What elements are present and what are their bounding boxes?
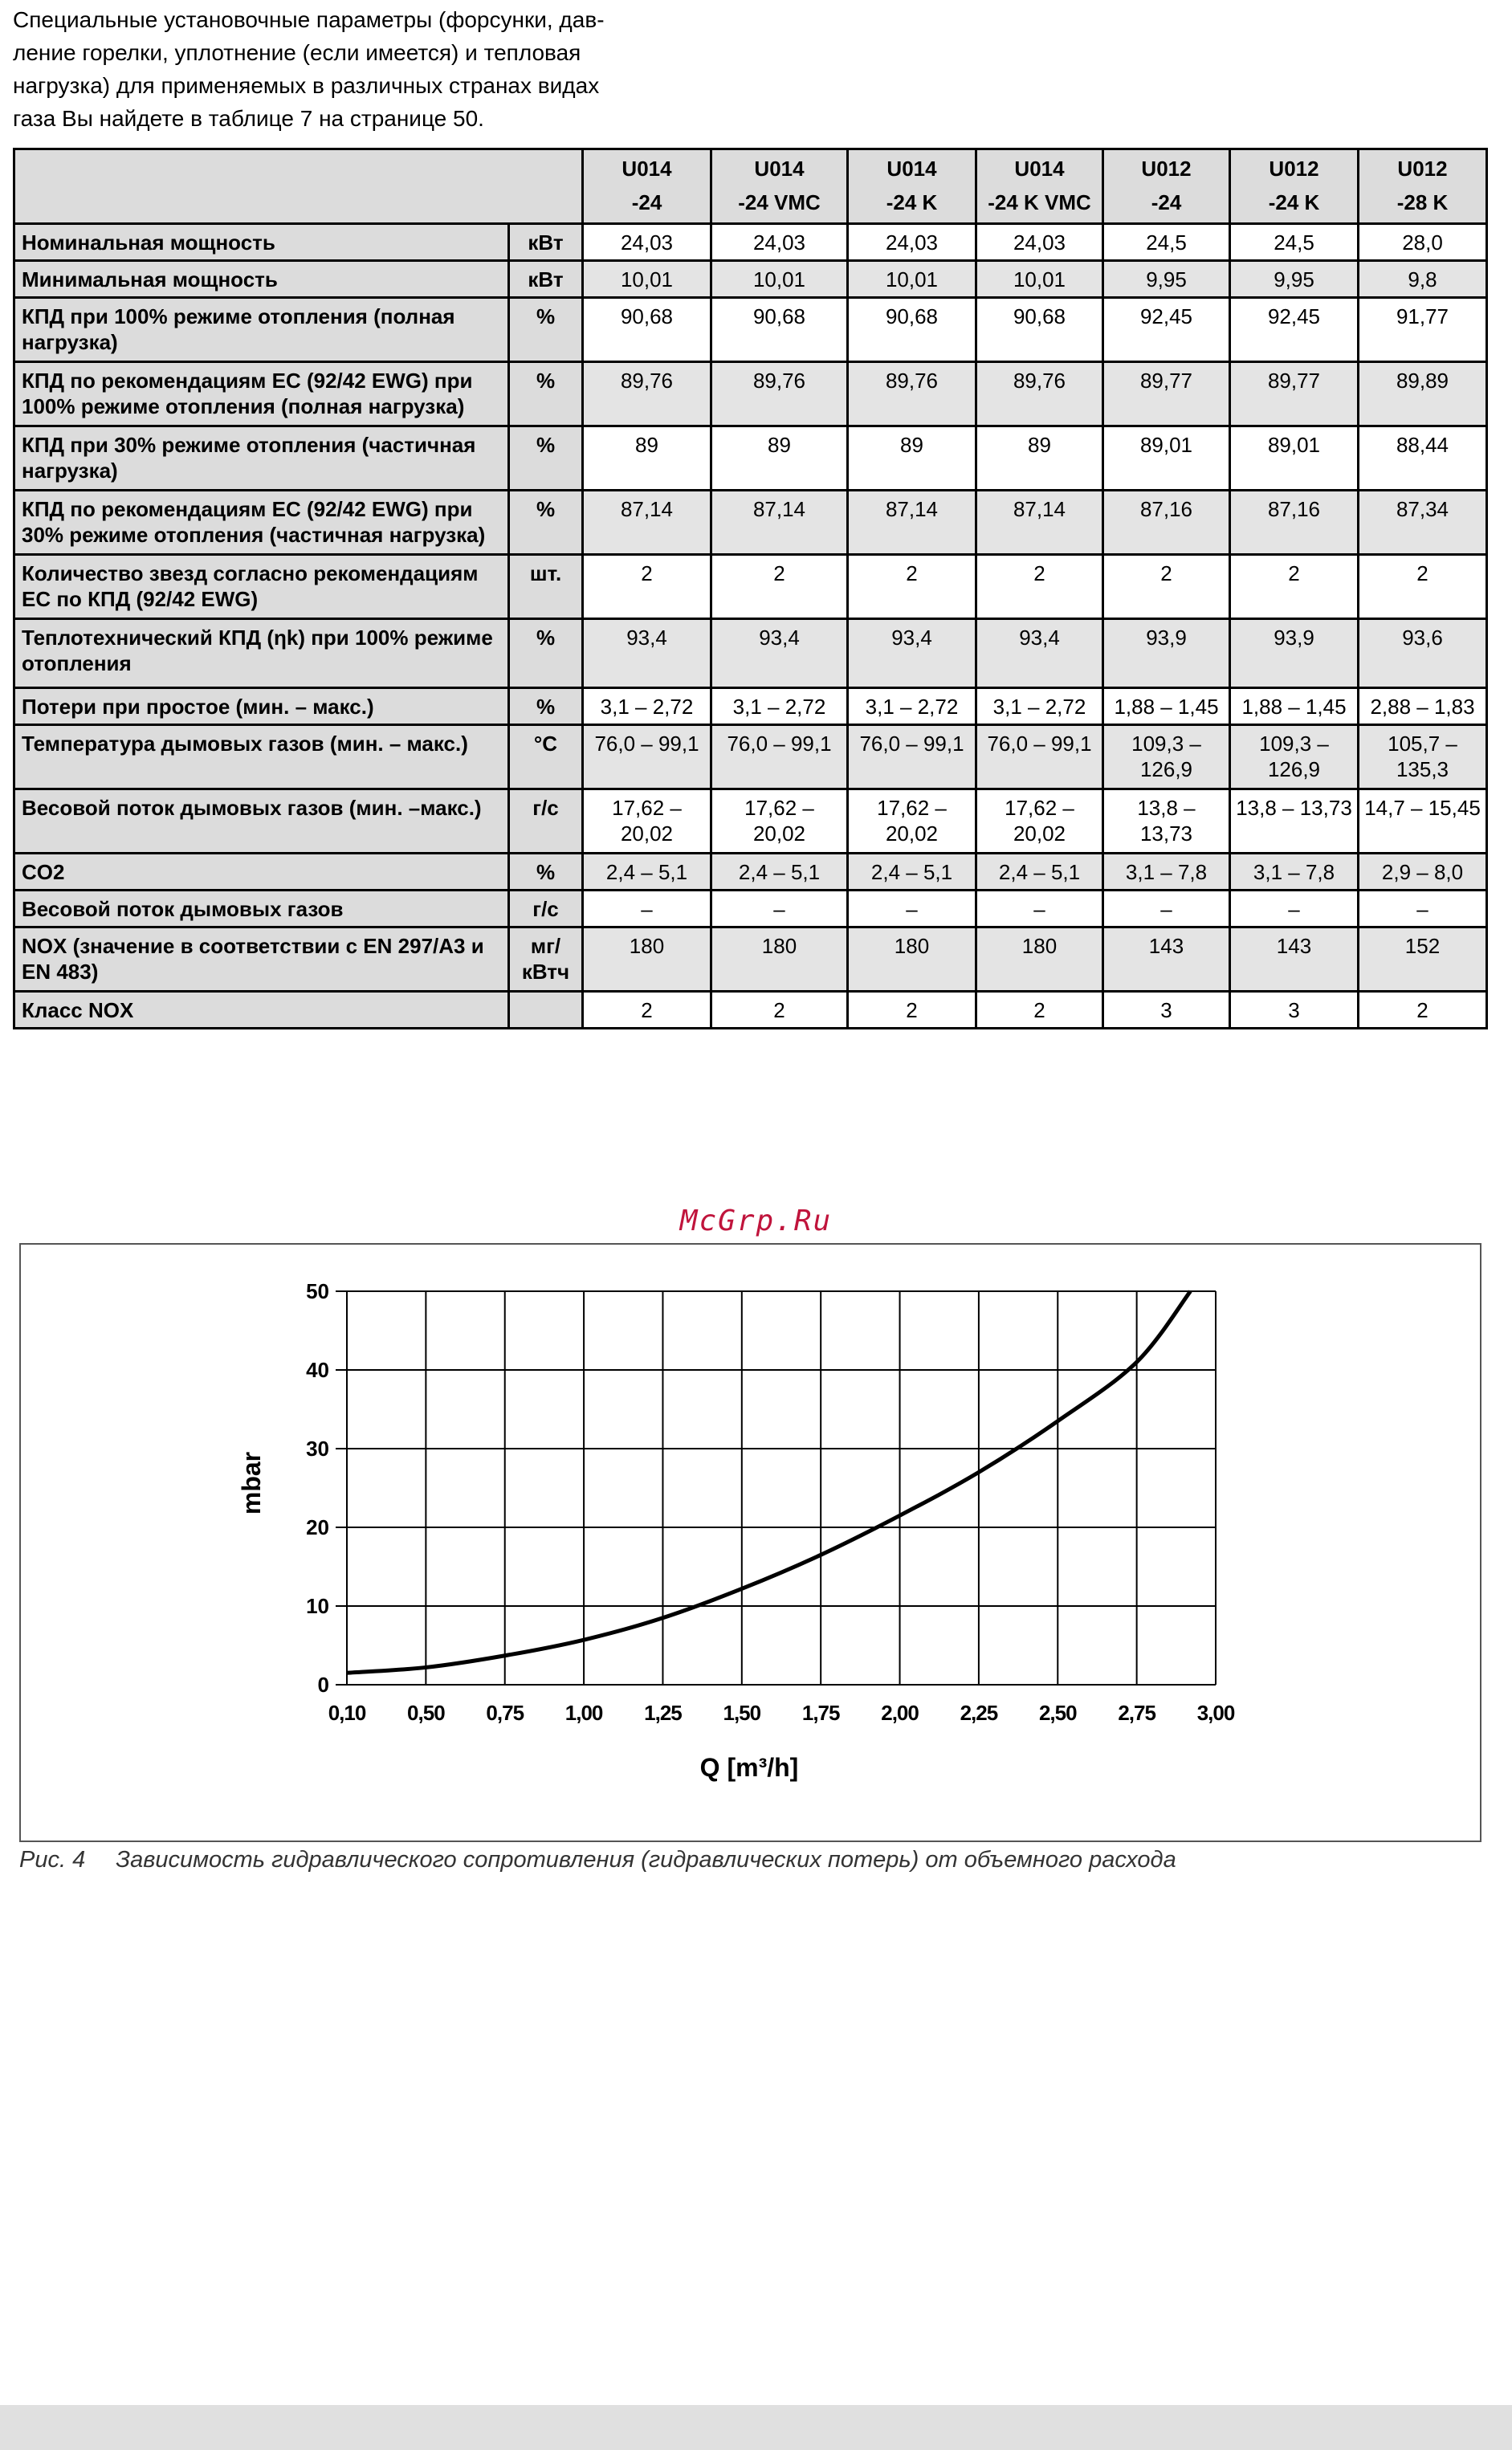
row-label: Количество звезд согласно рекомендациям ЕС по КПД (92/42 EWG): [14, 555, 509, 619]
row-unit: шт.: [509, 555, 583, 619]
table-cell: –: [1359, 891, 1487, 927]
table-cell: 93,9: [1103, 619, 1230, 688]
table-row: [14, 789, 1487, 854]
table-cell: 93,4: [583, 619, 711, 688]
table-cell: 2,88 – 1,83: [1359, 688, 1487, 725]
table-cell: 2: [583, 555, 711, 619]
table-cell: 2,4 – 5,1: [848, 854, 976, 891]
table-row: [14, 491, 1487, 555]
figure-number: Рис. 4: [19, 1847, 86, 1873]
table-cell: 17,62 – 20,02: [848, 789, 976, 854]
column-header: [1103, 149, 1230, 224]
table-cell: 105,7 – 135,3: [1359, 725, 1487, 789]
table-row: [14, 298, 1487, 362]
table-cell: 89,76: [848, 362, 976, 426]
table-cell: 24,5: [1103, 224, 1230, 261]
table-cell: 24,03: [711, 224, 848, 261]
table-cell: 24,5: [1230, 224, 1359, 261]
table-cell: 28,0: [1359, 224, 1487, 261]
table-cell: 89,77: [1230, 362, 1359, 426]
x-axis-label: Q [m³/h]: [699, 1753, 799, 1782]
row-label: Весовой поток дымовых газов (мин. –макс.): [14, 789, 509, 854]
table-cell: –: [1230, 891, 1359, 927]
chart-frame: [19, 1243, 1481, 1842]
table-cell: 93,9: [1230, 619, 1359, 688]
table-cell: 17,62 – 20,02: [711, 789, 848, 854]
row-label: Номинальная мощность: [14, 224, 509, 261]
row-unit: кВт: [509, 224, 583, 261]
table-cell: 89,01: [1103, 426, 1230, 491]
table-cell: 152: [1359, 927, 1487, 992]
table-cell: 17,62 – 20,02: [976, 789, 1103, 854]
x-tick-label: 0,75: [486, 1701, 524, 1725]
model-name: U014: [754, 157, 805, 181]
model-variant: -28 K: [1396, 190, 1449, 214]
table-cell: 92,45: [1103, 298, 1230, 362]
row-unit: %: [509, 619, 583, 688]
table-cell: 89,76: [583, 362, 711, 426]
table-cell: 90,68: [976, 298, 1103, 362]
row-label: CO2: [14, 854, 509, 891]
row-label: КПД при 100% режиме отопления (полная нагрузка): [14, 298, 509, 362]
table-cell: 87,34: [1359, 491, 1487, 555]
model-name: U014: [1014, 157, 1065, 181]
intro-paragraph: [13, 3, 719, 135]
table-row: [14, 619, 1487, 688]
table-row: [14, 992, 1487, 1029]
table-cell: 3,1 – 2,72: [848, 688, 976, 725]
specs-table: [13, 148, 1488, 1029]
table-cell: 9,8: [1359, 261, 1487, 298]
table-cell: 89: [976, 426, 1103, 491]
x-tick-label: 2,00: [881, 1701, 919, 1725]
model-name: U012: [1141, 157, 1192, 181]
x-tick-label: 2,75: [1118, 1701, 1155, 1725]
table-cell: 2: [1230, 555, 1359, 619]
table-cell: 180: [848, 927, 976, 992]
row-label: Теплотехнический КПД (ηk) при 100% режиме отопления: [14, 619, 509, 688]
figure-caption: [19, 1847, 1176, 1873]
column-header: [1230, 149, 1359, 224]
row-unit: %: [509, 426, 583, 491]
model-name: U014: [886, 157, 937, 181]
column-header: [711, 149, 848, 224]
column-header: [848, 149, 976, 224]
table-cell: 3,1 – 2,72: [711, 688, 848, 725]
row-unit: %: [509, 688, 583, 725]
table-cell: 180: [711, 927, 848, 992]
table-row: [14, 725, 1487, 789]
table-cell: 2: [976, 992, 1103, 1029]
table-row: [14, 891, 1487, 927]
table-cell: 1,88 – 1,45: [1230, 688, 1359, 725]
table-cell: 76,0 – 99,1: [976, 725, 1103, 789]
table-cell: 89,76: [976, 362, 1103, 426]
row-label: КПД при 30% режиме отопления (частичная нагрузка): [14, 426, 509, 491]
y-tick-label: 0: [317, 1673, 329, 1697]
x-tick-label: 1,75: [801, 1701, 840, 1725]
table-cell: 89: [583, 426, 711, 491]
table-cell: 76,0 – 99,1: [583, 725, 711, 789]
table-cell: 2: [1103, 555, 1230, 619]
table-cell: 24,03: [848, 224, 976, 261]
table-cell: 24,03: [583, 224, 711, 261]
table-cell: 2: [711, 555, 848, 619]
table-cell: 17,62 – 20,02: [583, 789, 711, 854]
y-tick-label: 10: [306, 1594, 329, 1618]
table-cell: 88,44: [1359, 426, 1487, 491]
intro-line: ление горелки, уплотнение (если имеется) и тепловая: [13, 40, 581, 65]
table-cell: 143: [1230, 927, 1359, 992]
table-row: [14, 224, 1487, 261]
table-cell: –: [848, 891, 976, 927]
table-cell: 87,14: [848, 491, 976, 555]
table-cell: 89,76: [711, 362, 848, 426]
model-variant: -24 VMC: [738, 190, 821, 214]
table-cell: 2: [1359, 992, 1487, 1029]
table-cell: 143: [1103, 927, 1230, 992]
table-row: [14, 927, 1487, 992]
row-label: КПД по рекомендациям ЕС (92/42 EWG) при 30% режиме отопления (частичная нагрузка): [14, 491, 509, 555]
table-cell: 10,01: [711, 261, 848, 298]
table-cell: 2: [848, 992, 976, 1029]
table-cell: 76,0 – 99,1: [848, 725, 976, 789]
table-cell: 3,1 – 7,8: [1230, 854, 1359, 891]
table-header-row: [14, 149, 1487, 224]
row-unit: %: [509, 491, 583, 555]
table-cell: 3: [1103, 992, 1230, 1029]
row-unit: %: [509, 362, 583, 426]
model-variant: -24 K: [1268, 190, 1320, 214]
table-cell: 3,1 – 2,72: [583, 688, 711, 725]
table-cell: 13,8 – 13,73: [1103, 789, 1230, 854]
y-axis-label: mbar: [237, 1451, 266, 1515]
model-name: U014: [622, 157, 672, 181]
intro-line: газа Вы найдете в таблице 7 на странице 50.: [13, 106, 484, 131]
row-unit: кВт: [509, 261, 583, 298]
table-cell: –: [711, 891, 848, 927]
table-cell: 87,14: [583, 491, 711, 555]
row-unit: °C: [509, 725, 583, 789]
table-cell: 87,14: [976, 491, 1103, 555]
model-variant: -24 K: [886, 190, 938, 214]
table-cell: 180: [583, 927, 711, 992]
table-cell: 90,68: [711, 298, 848, 362]
table-cell: 89: [711, 426, 848, 491]
table-cell: 2,4 – 5,1: [711, 854, 848, 891]
column-header: [976, 149, 1103, 224]
table-row: [14, 854, 1487, 891]
table-cell: 93,6: [1359, 619, 1487, 688]
table-cell: 10,01: [848, 261, 976, 298]
row-unit: мг/ кВтч: [509, 927, 583, 992]
table-cell: –: [1103, 891, 1230, 927]
table-row: [14, 688, 1487, 725]
x-tick-label: 1,00: [564, 1701, 603, 1725]
table-cell: 1,88 – 1,45: [1103, 688, 1230, 725]
table-row: [14, 426, 1487, 491]
model-name: U012: [1397, 157, 1448, 181]
y-tick-label: 30: [306, 1437, 329, 1461]
x-tick-label: 2,25: [960, 1701, 998, 1725]
row-unit: %: [509, 854, 583, 891]
table-cell: 10,01: [583, 261, 711, 298]
table-cell: 109,3 – 126,9: [1103, 725, 1230, 789]
table-cell: 2: [1359, 555, 1487, 619]
column-header: [1359, 149, 1487, 224]
table-cell: 2: [976, 555, 1103, 619]
table-cell: 2: [848, 555, 976, 619]
row-label: Класс NOX: [14, 992, 509, 1029]
table-cell: 76,0 – 99,1: [711, 725, 848, 789]
row-unit: [509, 992, 583, 1029]
model-name: U012: [1269, 157, 1319, 181]
table-cell: 89,77: [1103, 362, 1230, 426]
row-label: NOX (значение в соответствии с EN 297/A3 и EN 483): [14, 927, 509, 992]
model-variant: -24: [1151, 190, 1182, 214]
table-cell: 2,4 – 5,1: [976, 854, 1103, 891]
table-cell: 93,4: [976, 619, 1103, 688]
table-cell: 89: [848, 426, 976, 491]
table-cell: 2,4 – 5,1: [583, 854, 711, 891]
table-cell: 24,03: [976, 224, 1103, 261]
model-variant: -24 K VMC: [988, 190, 1091, 214]
model-variant: -24: [631, 190, 662, 214]
x-tick-label: 0,10: [328, 1701, 366, 1725]
row-label: КПД по рекомендациям ЕС (92/42 EWG) при 100% режиме отопления (полная нагрузка): [14, 362, 509, 426]
column-header: [583, 149, 711, 224]
table-row: [14, 261, 1487, 298]
table-cell: 9,95: [1103, 261, 1230, 298]
table-cell: 2: [583, 992, 711, 1029]
table-row: [14, 362, 1487, 426]
row-unit: г/с: [509, 789, 583, 854]
table-cell: 89,89: [1359, 362, 1487, 426]
table-cell: 87,16: [1230, 491, 1359, 555]
pressure-curve: [347, 1291, 1191, 1673]
table-cell: 9,95: [1230, 261, 1359, 298]
row-label: Весовой поток дымовых газов: [14, 891, 509, 927]
table-cell: 91,77: [1359, 298, 1487, 362]
y-tick-label: 20: [306, 1515, 329, 1539]
x-tick-label: 2,50: [1038, 1701, 1077, 1725]
table-cell: 3: [1230, 992, 1359, 1029]
x-tick-label: 1,50: [723, 1701, 761, 1725]
table-cell: 93,4: [711, 619, 848, 688]
x-tick-label: 0,50: [407, 1701, 445, 1725]
table-cell: 13,8 – 13,73: [1230, 789, 1359, 854]
table-cell: 87,14: [711, 491, 848, 555]
intro-line: нагрузка) для применяемых в различных странах видах: [13, 73, 600, 98]
table-cell: –: [583, 891, 711, 927]
table-cell: 89,01: [1230, 426, 1359, 491]
table-cell: 3,1 – 2,72: [976, 688, 1103, 725]
table-cell: 90,68: [848, 298, 976, 362]
row-label: Температура дымовых газов (мин. – макс.): [14, 725, 509, 789]
header-label-cell: [14, 149, 583, 224]
figure-caption-text: Зависимость гидравлического сопротивления (гидравлических потерь) от объемного расхода: [116, 1847, 1176, 1873]
table-cell: 14,7 – 15,45: [1359, 789, 1487, 854]
y-tick-label: 40: [306, 1358, 329, 1382]
row-unit: %: [509, 298, 583, 362]
table-cell: 92,45: [1230, 298, 1359, 362]
intro-line: Специальные установочные параметры (форсунки, дав-: [13, 7, 605, 32]
table-cell: 93,4: [848, 619, 976, 688]
x-tick-label: 1,25: [644, 1701, 682, 1725]
table-cell: 87,16: [1103, 491, 1230, 555]
table-row: [14, 555, 1487, 619]
table-cell: 2,9 – 8,0: [1359, 854, 1487, 891]
row-label: Потери при простое (мин. – макс.): [14, 688, 509, 725]
table-cell: 180: [976, 927, 1103, 992]
table-cell: –: [976, 891, 1103, 927]
row-label: Минимальная мощность: [14, 261, 509, 298]
row-unit: г/с: [509, 891, 583, 927]
table-cell: 109,3 – 126,9: [1230, 725, 1359, 789]
table-cell: 90,68: [583, 298, 711, 362]
pressure-loss-chart: [21, 1245, 1480, 1841]
table-cell: 10,01: [976, 261, 1103, 298]
watermark-text: McGrp.Ru: [679, 1205, 833, 1237]
page-footer-bar: [0, 2405, 1512, 2450]
table-cell: 2: [711, 992, 848, 1029]
y-tick-label: 50: [306, 1279, 329, 1303]
x-tick-label: 3,00: [1196, 1701, 1235, 1725]
table-cell: 3,1 – 7,8: [1103, 854, 1230, 891]
